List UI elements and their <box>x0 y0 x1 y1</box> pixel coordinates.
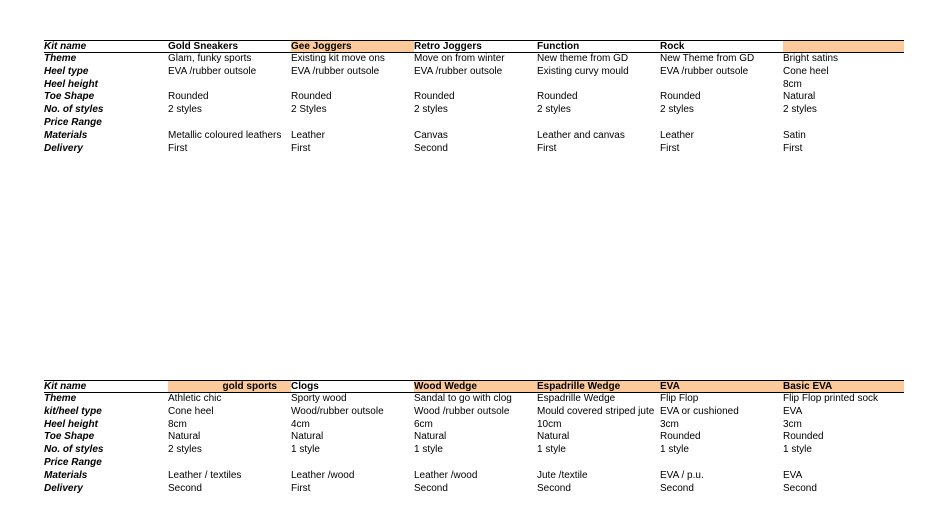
table-cell: Second <box>414 142 448 154</box>
table-cell <box>168 79 291 92</box>
table-cell: Rounded <box>168 91 209 103</box>
table-cell: 3cm <box>660 418 679 430</box>
table-row <box>44 104 904 117</box>
row-label: Theme <box>44 393 77 404</box>
header-cell: Rock <box>660 41 685 52</box>
header-cell: Gold Sneakers <box>168 41 239 52</box>
header-cell: Wood Wedge <box>414 381 537 392</box>
table-cell <box>783 117 904 130</box>
table-cell: New theme from GD <box>537 53 629 64</box>
table-row <box>44 419 904 432</box>
row-label: Toe Shape <box>44 431 95 443</box>
table-cell <box>291 457 414 470</box>
table-cell: 1 style <box>414 444 443 456</box>
table-cell <box>168 117 291 130</box>
table-cell: Bright satins <box>783 53 839 64</box>
table-cell: Satin <box>783 129 806 141</box>
header-cell: Kit name <box>44 41 87 52</box>
table-header-row <box>44 40 904 53</box>
table-cell <box>537 457 660 470</box>
table-cell: Canvas <box>414 129 448 141</box>
table-cell <box>660 79 783 92</box>
table-cell: 8cm <box>168 418 187 430</box>
header-cell: Clogs <box>291 381 319 392</box>
table-cell: 2 styles <box>783 104 817 116</box>
table-cell: Rounded <box>660 91 701 103</box>
table-cell: Natural <box>168 431 201 443</box>
row-label: Heel type <box>44 65 89 77</box>
table-cell: First <box>291 482 311 494</box>
table-cell: Sandal to go with clog <box>414 393 512 404</box>
header-cell: Kit name <box>44 381 87 392</box>
table-row <box>44 444 904 457</box>
table-cell: Second <box>783 482 817 494</box>
table-cell: EVA /rubber outsole <box>168 65 257 77</box>
table-cell: Athletic chic <box>168 393 222 404</box>
table-cell: 2 Styles <box>291 104 327 116</box>
table-cell: First <box>168 142 188 154</box>
table-cell: EVA <box>783 469 803 481</box>
row-label: Heel height <box>44 418 98 430</box>
row-label: Price Range <box>44 456 102 468</box>
table-cell: First <box>537 142 557 154</box>
header-cell: Espadrille Wedge <box>537 381 660 392</box>
table-row <box>44 53 904 66</box>
row-label: No. of styles <box>44 104 104 116</box>
table-header-row <box>44 380 904 393</box>
table-cell: Move on from winter <box>414 53 505 64</box>
table-cell: Cone heel <box>783 65 829 77</box>
table-cell: 1 style <box>660 444 689 456</box>
table-row <box>44 130 904 143</box>
header-cell: Function <box>537 41 580 52</box>
row-label: Materials <box>44 469 88 481</box>
row-label: Heel height <box>44 78 98 90</box>
table-cell: 2 styles <box>414 104 448 116</box>
table-cell: Second <box>414 482 448 494</box>
table-cell <box>660 457 783 470</box>
table-cell: 4cm <box>291 418 310 430</box>
table-cell <box>414 457 537 470</box>
table-cell: 3cm <box>783 418 802 430</box>
table-cell: 1 style <box>783 444 812 456</box>
table-row <box>44 483 904 496</box>
table-cell: EVA /rubber outsole <box>414 65 503 77</box>
table-cell: EVA / p.u. <box>660 469 704 481</box>
table-cell <box>660 117 783 130</box>
table-cell <box>291 79 414 92</box>
table-cell: Leather /wood <box>414 469 478 481</box>
table-cell <box>414 117 537 130</box>
table-cell: Espadrille Wedge <box>537 393 616 404</box>
header-cell: Gee Joggers <box>291 41 414 52</box>
table-cell: EVA /rubber outsole <box>291 65 380 77</box>
row-label: Delivery <box>44 142 83 154</box>
table-cell: EVA /rubber outsole <box>660 65 749 77</box>
table-cell: 6cm <box>414 418 433 430</box>
table-cell: 2 styles <box>537 104 571 116</box>
table-cell <box>291 117 414 130</box>
table-row <box>44 393 904 406</box>
kit-table-1 <box>44 40 904 155</box>
table-cell: First <box>291 142 311 154</box>
table-row <box>44 406 904 419</box>
header-cell: Retro Joggers <box>414 41 482 52</box>
table-cell: Glam, funky sports <box>168 53 252 64</box>
header-cell: gold sports <box>168 381 291 392</box>
row-label: No. of styles <box>44 444 104 456</box>
table-cell: 8cm <box>783 78 802 90</box>
row-label: Toe Shape <box>44 91 95 103</box>
table-cell: 1 style <box>291 444 320 456</box>
row-label: kit/heel type <box>44 405 102 417</box>
table-cell: Leather and canvas <box>537 129 625 141</box>
table-cell: 2 styles <box>168 444 202 456</box>
table-cell: 2 styles <box>168 104 202 116</box>
table-cell: 2 styles <box>660 104 694 116</box>
table-cell: Second <box>168 482 202 494</box>
table-cell: Rounded <box>414 91 455 103</box>
table-cell: Natural <box>783 91 816 103</box>
header-cell: Basic EVA <box>783 381 904 392</box>
table-cell: Mould covered striped jute <box>537 405 655 417</box>
table-cell: Wood/rubber outsole <box>291 405 384 417</box>
table-cell: Leather <box>660 129 694 141</box>
table-cell: Leather /wood <box>291 469 355 481</box>
table-cell: Wood /rubber outsole <box>414 405 510 417</box>
table-cell: 10cm <box>537 418 562 430</box>
table-cell: Cone heel <box>168 405 214 417</box>
table-row <box>44 117 904 130</box>
table-cell <box>783 457 904 470</box>
table-cell: Natural <box>291 431 324 443</box>
table-cell: Jute /textile <box>537 469 588 481</box>
table-cell: First <box>783 142 803 154</box>
row-label: Price Range <box>44 116 102 128</box>
table-cell: Leather / textiles <box>168 469 242 481</box>
header-cell <box>783 41 904 52</box>
table-row <box>44 79 904 92</box>
table-body <box>44 393 904 495</box>
table-cell <box>537 117 660 130</box>
kit-table-2 <box>44 380 904 495</box>
table-row <box>44 91 904 104</box>
table-cell <box>537 79 660 92</box>
table-cell <box>414 79 537 92</box>
table-cell: Rounded <box>783 431 824 443</box>
table-row <box>44 66 904 79</box>
table-cell: Rounded <box>291 91 332 103</box>
table-body <box>44 53 904 155</box>
table-row <box>44 457 904 470</box>
table-cell: Existing curvy mould <box>537 65 629 77</box>
table-cell: Existing kit move ons <box>291 53 385 64</box>
header-cell: EVA <box>660 381 783 392</box>
table-cell: Sporty wood <box>291 393 347 404</box>
table-row <box>44 470 904 483</box>
table-cell: Rounded <box>537 91 578 103</box>
table-cell: New Theme from GD <box>660 53 755 64</box>
table-row <box>44 143 904 156</box>
table-cell: Rounded <box>660 431 701 443</box>
table-row <box>44 431 904 444</box>
table-cell: Natural <box>414 431 447 443</box>
row-label: Theme <box>44 53 77 64</box>
row-label: Materials <box>44 129 88 141</box>
row-label: Delivery <box>44 482 83 494</box>
table-cell: Natural <box>537 431 570 443</box>
table-cell: EVA or cushioned <box>660 405 739 417</box>
table-cell: Second <box>537 482 571 494</box>
table-cell: 1 style <box>537 444 566 456</box>
table-cell: Metallic coloured leathers <box>168 129 282 141</box>
table-cell <box>168 457 291 470</box>
table-cell: Flip Flop printed sock <box>783 393 879 404</box>
table-cell: EVA <box>783 405 803 417</box>
table-cell: Leather <box>291 129 325 141</box>
table-cell: Flip Flop <box>660 393 699 404</box>
table-cell: Second <box>660 482 694 494</box>
table-cell: First <box>660 142 680 154</box>
